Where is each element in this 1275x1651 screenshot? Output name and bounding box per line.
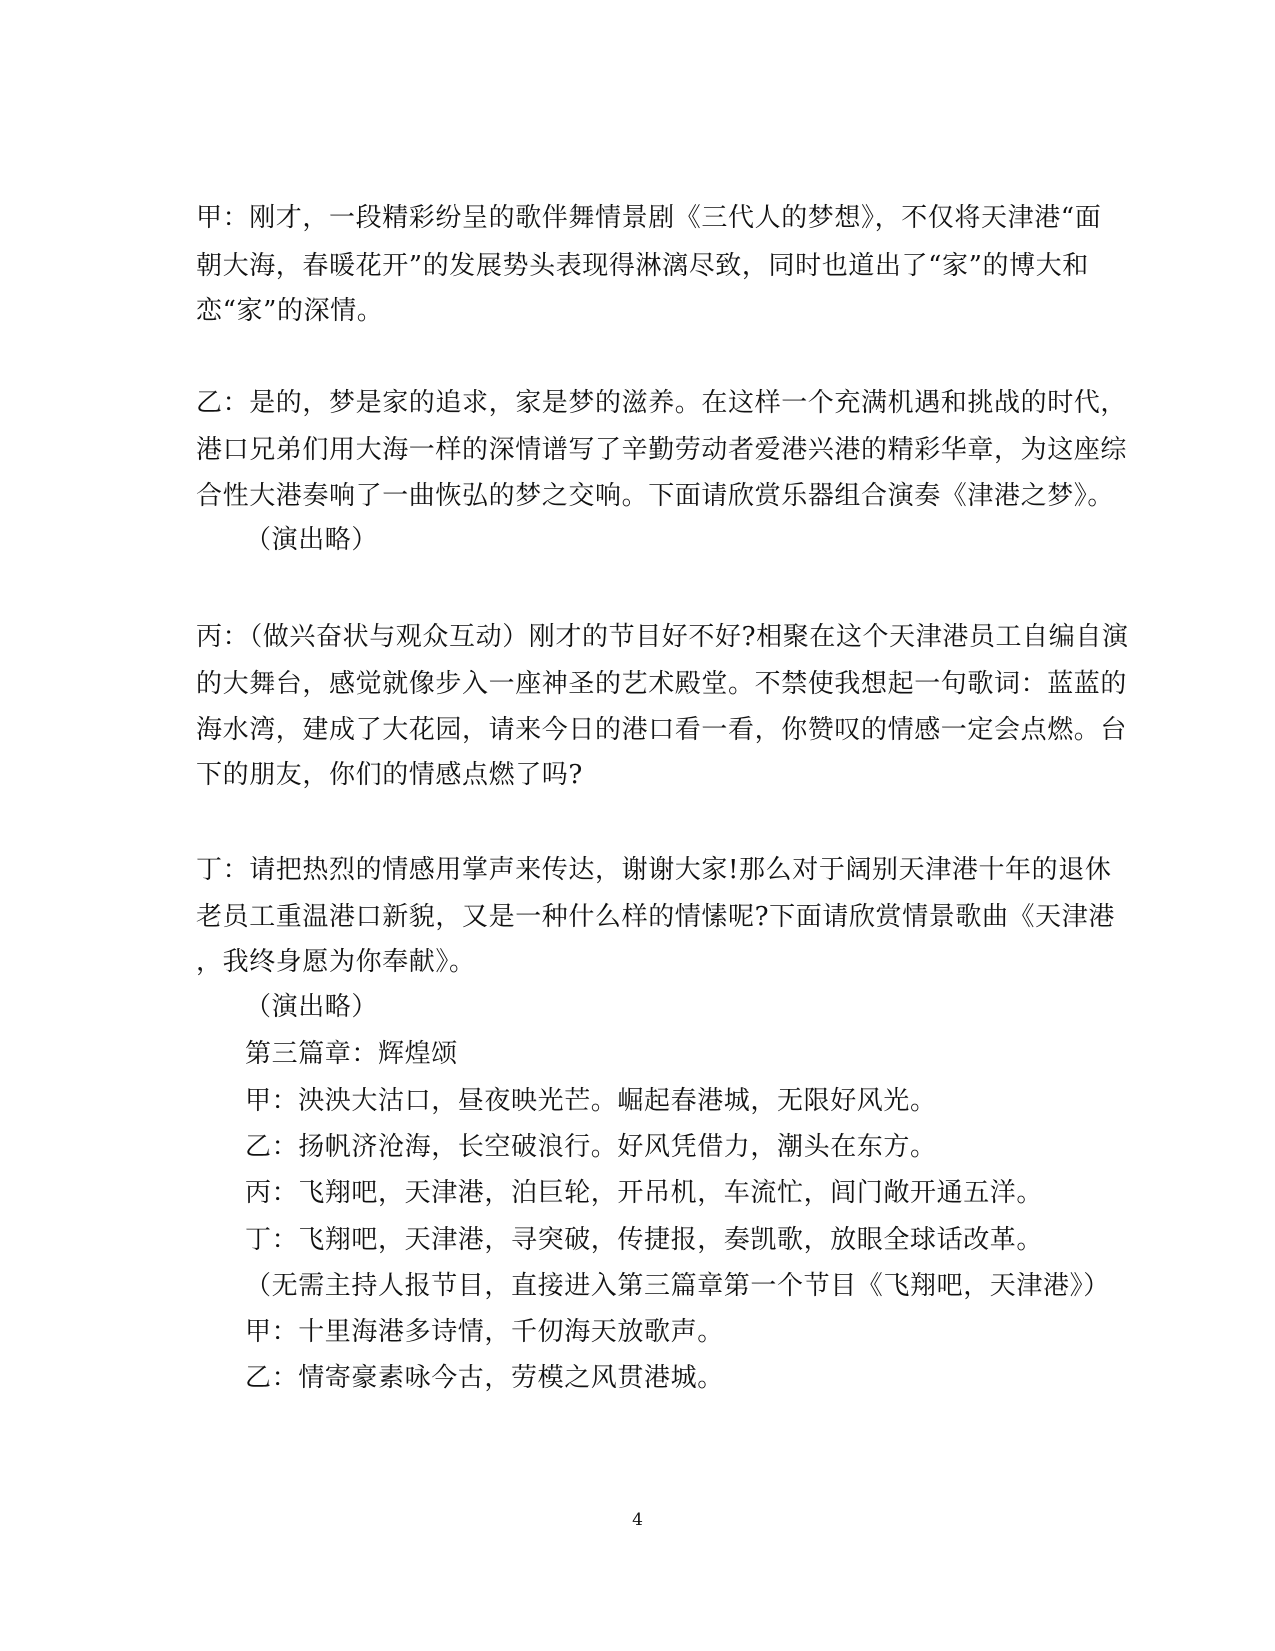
dialogue-line: 甲：十里海港多诗情，千仞海天放歌声。	[245, 1317, 724, 1347]
stage-note: （无需主持人报节目，直接进入第三篇章第一个节目《飞翔吧，天津港》）	[245, 1271, 1110, 1301]
paragraph-line: 丙：（做兴奋状与观众互动）刚才的节目好不好?相聚在这个天津港员工自编自演	[196, 622, 1129, 652]
dialogue-line: 乙：情寄豪素咏今古，劳模之风贯港城。	[245, 1363, 724, 1393]
dialogue-line: 乙：扬帆济沧海，长空破浪行。好风凭借力，潮头在东方。	[245, 1132, 937, 1162]
paragraph-line: 乙：是的，梦是家的追求，家是梦的滋养。在这样一个充满机遇和挑战的时代，	[196, 388, 1128, 418]
paragraph-line: 下的朋友，你们的情感点燃了吗?	[196, 760, 583, 790]
paragraph-line: 丁：请把热烈的情感用掌声来传达，谢谢大家!那么对于阔别天津港十年的退休	[196, 855, 1112, 885]
stage-note: （演出略）	[245, 525, 379, 555]
paragraph-line: 的大舞台，感觉就像步入一座神圣的艺术殿堂。不禁使我想起一句歌词：蓝蓝的	[196, 669, 1128, 699]
stage-note: （演出略）	[245, 992, 379, 1022]
paragraph-line: 恋“家”的深情。	[196, 296, 384, 326]
paragraph-line: 合性大港奏响了一曲恢弘的梦之交响。下面请欣赏乐器组合演奏《津港之梦》。	[196, 481, 1115, 511]
paragraph-line: 朝大海，春暖花开”的发展势头表现得淋漓尽致，同时也道出了“家”的博大和	[196, 251, 1089, 281]
dialogue-line: 甲：泱泱大沽口，昼夜映光芒。崛起春港城，无限好风光。	[245, 1086, 937, 1116]
dialogue-line: 丁：飞翔吧，天津港，寻突破，传捷报，奏凯歌，放眼全球话改革。	[245, 1225, 1044, 1255]
paragraph-line: 海水湾，建成了大花园，请来今日的港口看一看，你赞叹的情感一定会点燃。台	[196, 715, 1128, 745]
chapter-heading: 第三篇章：辉煌颂	[245, 1039, 458, 1069]
page-number: 4	[632, 1510, 643, 1530]
paragraph-line: 港口兄弟们用大海一样的深情谱写了辛勤劳动者爱港兴港的精彩华章，为这座综	[196, 435, 1128, 465]
paragraph-line: 甲：刚才，一段精彩纷呈的歌伴舞情景剧《三代人的梦想》，不仅将天津港“面	[196, 203, 1102, 233]
dialogue-line: 丙：飞翔吧，天津港，泊巨轮，开吊机，车流忙，闾门敞开通五洋。	[245, 1178, 1044, 1208]
paragraph-line: ，我终身愿为你奉献》。	[196, 947, 476, 977]
paragraph-line: 老员工重温港口新貌，又是一种什么样的情愫呢?下面请欣赏情景歌曲《天津港	[196, 902, 1115, 932]
